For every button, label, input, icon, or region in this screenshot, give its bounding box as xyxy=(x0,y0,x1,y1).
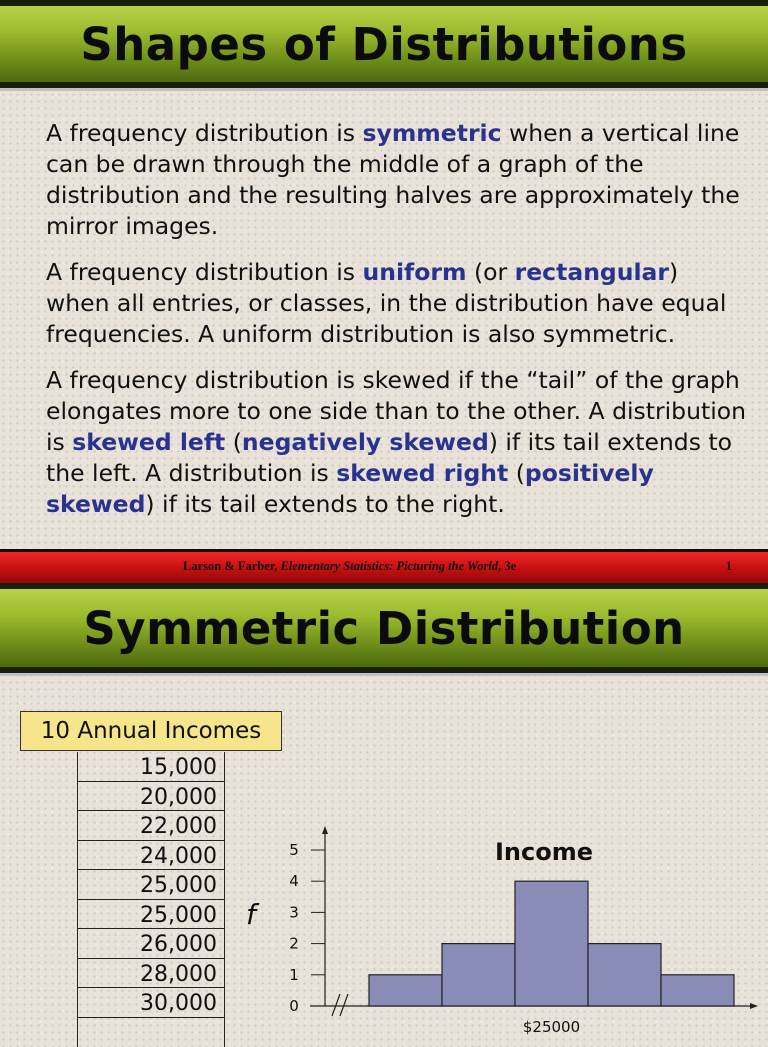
x-tick-label: $25000 xyxy=(523,1018,580,1036)
y-tick-label: 3 xyxy=(289,903,299,921)
text-segment: ) if its tail extends to the right. xyxy=(145,490,504,518)
axis-break-mark xyxy=(332,994,340,1016)
x-axis-arrow xyxy=(750,1003,758,1009)
page-number: 1 xyxy=(726,559,732,574)
footer-citation: Larson & Farber, Elementary Statistics: Picturing the World, 3e xyxy=(183,559,516,574)
income-row: 20,000 xyxy=(78,782,224,812)
text-segment: ) if its tail extends to the left. A distribution is xyxy=(46,428,732,487)
income-row: 24,000 xyxy=(78,841,224,871)
text-segment: A frequency distribution is xyxy=(46,258,363,286)
y-tick-label: 5 xyxy=(289,841,299,859)
slide2-title: Symmetric Distribution xyxy=(83,602,684,655)
income-row: 26,000 xyxy=(78,929,224,959)
text-segment: A frequency distribution is skewed if the “tail” of the graph elongates more to one side than to the other. A distribution is xyxy=(46,366,746,456)
income-table xyxy=(77,752,225,1047)
text-segment: A frequency distribution is xyxy=(46,119,363,147)
slide1-title-bar xyxy=(0,0,768,88)
income-row: 25,000 xyxy=(78,900,224,930)
paragraph-symmetric xyxy=(46,118,746,242)
income-row: 15,000 xyxy=(78,752,224,782)
paragraph-uniform xyxy=(46,257,746,350)
y-tick-label: 0 xyxy=(289,997,299,1015)
histogram-bar xyxy=(369,975,442,1006)
frequency-axis-label: f xyxy=(246,898,256,931)
income-row-partial xyxy=(78,1018,224,1047)
histogram-bar xyxy=(661,975,734,1006)
y-tick-label: 4 xyxy=(289,872,299,890)
y-tick-label: 1 xyxy=(289,966,299,984)
income-row: 25,000 xyxy=(78,870,224,900)
income-histogram xyxy=(280,820,760,1024)
text-segment: (or xyxy=(466,258,514,286)
slide1-body xyxy=(46,118,746,535)
text-segment: ) when all entries, or classes, in the distribution have equal frequencies. A uniform distribution is also symmetric. xyxy=(46,258,726,348)
paragraph-skewed xyxy=(46,365,746,520)
keyword-term: skewed left xyxy=(72,428,225,456)
income-row: 30,000 xyxy=(78,988,224,1018)
histogram-bar xyxy=(442,944,515,1006)
chart-title: Income xyxy=(495,838,593,866)
keyword-term: symmetric xyxy=(363,119,502,147)
keyword-term: skewed right xyxy=(336,459,508,487)
histogram-bar xyxy=(515,881,588,1006)
keyword-term: uniform xyxy=(363,258,467,286)
income-table-header: 10 Annual Incomes xyxy=(20,711,282,751)
income-row: 22,000 xyxy=(78,811,224,841)
y-axis-arrow xyxy=(322,826,328,834)
income-row: 28,000 xyxy=(78,959,224,989)
histogram-bar xyxy=(588,944,661,1006)
keyword-term: negatively skewed xyxy=(242,428,489,456)
y-tick-label: 2 xyxy=(289,935,299,953)
text-segment: ( xyxy=(508,459,525,487)
slide1-title: Shapes of Distributions xyxy=(80,18,687,71)
slide1-footer xyxy=(0,549,768,587)
text-segment: ( xyxy=(225,428,242,456)
slide2-title-bar xyxy=(0,583,768,673)
keyword-term: rectangular xyxy=(515,258,669,286)
axis-break-mark xyxy=(340,994,348,1016)
text-segment: when a vertical line can be drawn through the middle of a graph of the distribution and the resulting halves are approximately the mirror images. xyxy=(46,119,740,240)
keyword-term: positively skewed xyxy=(46,459,654,518)
